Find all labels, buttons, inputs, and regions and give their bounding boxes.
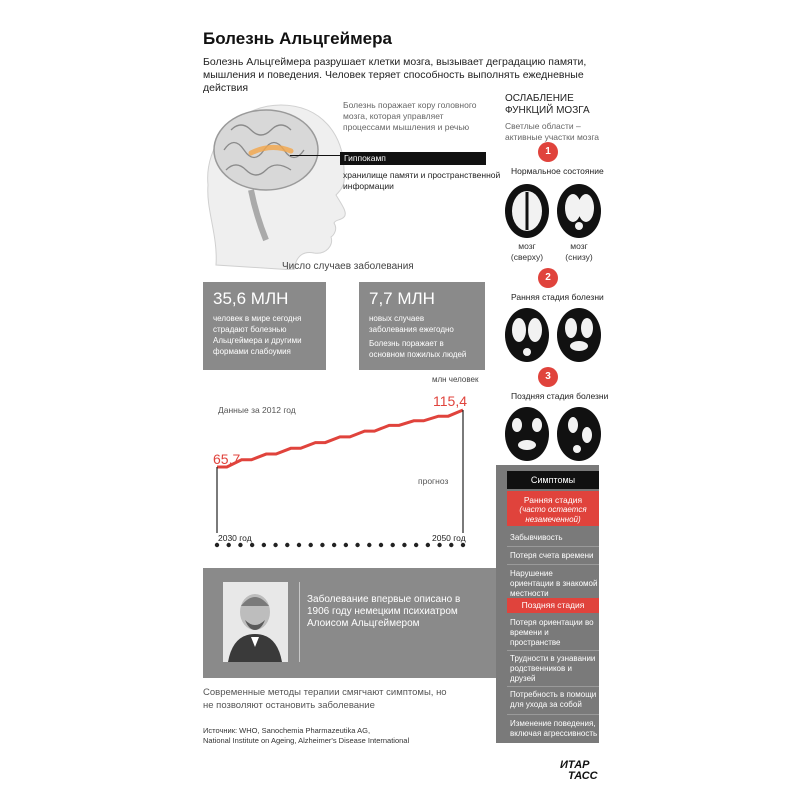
stage-2-badge: 2: [538, 268, 558, 288]
stage-2-brain-scans: [503, 306, 603, 364]
cases-world-value: 35,6 МЛН: [213, 289, 289, 308]
stage-3-badge: 3: [538, 367, 558, 387]
therapy-note: Современные методы терапии смягчают симптомы, но не позволяют остановить заболевание: [203, 687, 447, 711]
chart-year-dot: [238, 543, 242, 547]
chart-year-dot: [262, 543, 266, 547]
history-panel: [203, 568, 500, 678]
chart-year-dot: [379, 543, 383, 547]
hippocampus-pointer-line: [290, 155, 342, 156]
cases-new-note: Болезнь поражает в основном пожилых людей: [369, 339, 467, 359]
itar-tass-logo: [560, 760, 604, 786]
chart-note: Данные за 2012 год: [218, 405, 296, 415]
cases-heading: Число случаев заболевания: [282, 261, 414, 272]
head-brain-illustration: [196, 95, 346, 270]
stage-2-label: Ранняя стадия болезни: [511, 292, 604, 302]
chart-year-dot: [355, 543, 359, 547]
chart-year-dot: [461, 543, 465, 547]
symptom-late-1: Потеря ориентации во времени и пространстве: [510, 618, 594, 647]
cases-new-text: новых случаев заболевания ежегодно: [369, 314, 454, 334]
chart-end-value: 115,4: [433, 393, 467, 409]
chart-start-value: 65,7: [213, 451, 241, 467]
chart-year-dot: [402, 543, 406, 547]
chart-year-dot: [320, 543, 324, 547]
late-stage-header: Поздняя стадия: [507, 598, 599, 613]
symptom-divider: [507, 714, 599, 715]
chart-year-dot: [414, 543, 418, 547]
stage-1-label: Нормальное состояние: [511, 166, 604, 176]
cases-line-chart: [205, 385, 480, 555]
symptom-divider: [507, 650, 599, 651]
chart-year-dot: [426, 543, 430, 547]
symptom-late-3: Потребность в помощи для ухода за собой: [510, 690, 597, 709]
hippocampus-label: Гиппокамп: [340, 152, 486, 165]
symptoms-heading: Симптомы: [507, 471, 599, 489]
source-credit: [203, 726, 409, 746]
hippocampus-description: хранилище памяти и пространственной информации: [343, 170, 501, 191]
symptom-early-2: Потеря счета времени: [510, 551, 594, 560]
history-text: Заболевание впервые описано в 1906 году немецким психиатром Алоисом Альцгеймером: [307, 594, 461, 629]
symptom-divider: [507, 564, 599, 565]
view-bottom-label: мозг (снизу): [565, 241, 593, 262]
cortex-description: Болезнь поражает кору головного мозга, которая управляет процессами мышления и речью: [343, 100, 477, 132]
chart-year-dot: [437, 543, 441, 547]
chart-year-dot: [273, 543, 277, 547]
chart-x-start: 2030 год: [218, 533, 252, 543]
chart-year-dot: [215, 543, 219, 547]
view-top-label: мозг (сверху): [510, 241, 544, 262]
chart-year-dot: [391, 543, 395, 547]
page-subtitle: Болезнь Альцгеймера разрушает клетки мозга, вызывает деградацию памяти, мышления и поведения. Человек теряет способность выполнять ежедневные действия: [203, 56, 587, 94]
chart-year-dot: [297, 543, 301, 547]
chart-series-line: [217, 410, 463, 467]
logo-line-1: ИТАР: [560, 759, 590, 771]
stage-1-brain-scans: [503, 182, 603, 240]
symptom-late-2: Трудности в узнавании родственников и друзей: [510, 654, 596, 683]
alzheimer-portrait: [223, 582, 288, 662]
symptom-late-4: Изменение поведения, включая агрессивность: [510, 719, 598, 738]
cases-box-new: [359, 282, 485, 370]
symptom-divider: [507, 686, 599, 687]
chart-year-dot: [285, 543, 289, 547]
chart-year-dot: [250, 543, 254, 547]
chart-year-dot: [367, 543, 371, 547]
stage-3-label: Поздняя стадия болезни: [511, 391, 609, 401]
cases-box-world: [203, 282, 326, 370]
stage-3-brain-scans: [503, 405, 603, 463]
chart-year-dot: [344, 543, 348, 547]
brain-function-title: ОСЛАБЛЕНИЕ ФУНКЦИЙ МОЗГА: [505, 93, 590, 116]
stage-1-badge: 1: [538, 142, 558, 162]
chart-year-dot: [309, 543, 313, 547]
source-line-1: Источник: WHO, Sanochemia Pharmazeutika AG,: [203, 726, 371, 735]
page-title: Болезнь Альцгеймера: [203, 29, 392, 48]
symptom-divider: [507, 546, 599, 547]
cases-new-value: 7,7 МЛН: [369, 289, 435, 308]
chart-unit: млн человек: [432, 375, 479, 384]
brain-function-subtitle: Светлые области – активные участки мозга: [505, 121, 599, 142]
cases-world-text: человек в мире сегодня страдают болезнью Альцгеймера и другими формами слабоумия: [213, 314, 302, 356]
chart-forecast-label: прогноз: [418, 476, 449, 486]
chart-year-dot: [449, 543, 453, 547]
chart-x-end: 2050 год: [432, 533, 466, 543]
chart-year-dot: [332, 543, 336, 547]
early-stage-title: Ранняя стадия: [523, 495, 583, 505]
chart-year-dot: [227, 543, 231, 547]
early-stage-note: (часто остается незамеченной): [519, 505, 587, 524]
early-stage-header: [507, 491, 599, 526]
history-divider: [299, 582, 300, 662]
source-line-2: National Institute on Ageing, Alzheimer's Disease International: [203, 736, 410, 745]
logo-line-2: ТАСС: [568, 770, 598, 782]
symptom-early-1: Забывчивость: [510, 533, 563, 542]
symptom-early-3: Нарушение ориентации в знакомой местности: [510, 569, 598, 598]
